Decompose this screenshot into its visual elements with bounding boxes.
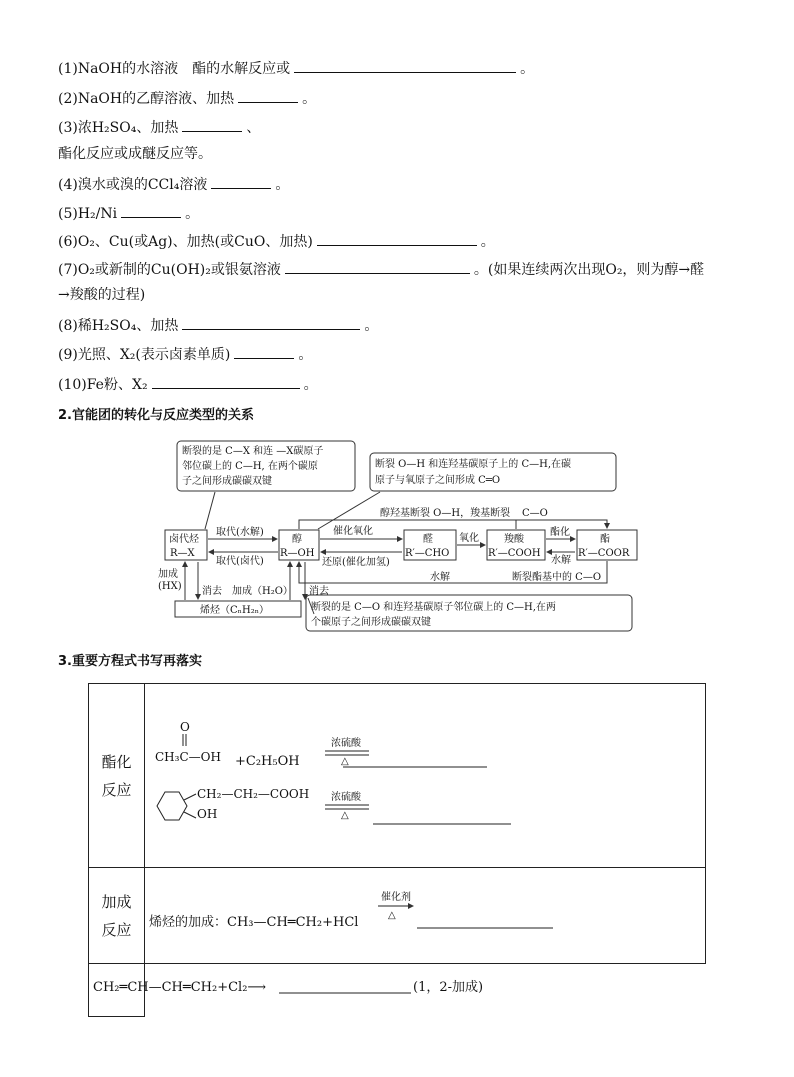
label: 消去 [202,586,222,597]
condition-line: (10)Fe粉、X₂ 。 [58,374,318,394]
condition-line: (4)溴水或溴的CCl₄溶液 。 [58,174,289,194]
phenol-oh: OH [197,807,218,821]
svg-text:催化剂: 催化剂 [381,892,411,903]
node-ester: 酯 [600,534,610,545]
esterification-cell [145,684,706,868]
condition-line: (7)O₂或新制的Cu(OH)₂或银氨溶液 。(如果连续两次出现O₂，则为醇→醛 [58,259,704,279]
functional-group-diagram [0,438,794,678]
note-bottom: 断裂的是 C—O 和连羟基碳原子邻位碳上的 C—H,在两 [311,602,556,613]
node-acid-formula: R′—COOH [488,548,541,559]
esterification-equations [145,684,705,867]
answer-blank[interactable] [285,259,470,274]
condition-line: (9)光照、X₂(表示卤素单质) 。 [58,344,312,364]
label: 加成 [158,569,178,580]
section-3-title: 3.重要方程式书写再落实 [58,654,202,669]
side-chain: CH₂—CH₂—COOH [197,787,310,801]
label: C—O [522,508,548,519]
carbonyl-o: O [180,720,190,734]
label: 水解 [551,555,571,566]
row-addition-label: 加成 反应 [89,868,145,964]
svg-text:浓硫酸: 浓硫酸 [331,792,361,803]
answer-blank[interactable] [234,344,294,359]
svg-text:△: △ [341,756,349,767]
svg-text:△: △ [341,810,349,821]
node-ester-formula: R′—COOR [578,548,630,559]
condition-line: (1)NaOH的水溶液 酯的水解反应或 。 [58,58,534,78]
node-haloalkane: 卤代烃 [169,534,199,545]
node-haloalkane-formula: R—X [170,548,195,559]
acetic-acid: CH₃C—OH [155,750,221,764]
condition-line: (6)O₂、Cu(或Ag)、加热(或CuO、加热) 。 [58,231,495,251]
ethanol-term: +C₂H₅OH [235,754,300,769]
diene-addition-eq: CH₂═CH—CH═CH₂+Cl₂⟶ [93,980,267,995]
answer-blank[interactable] [182,315,360,330]
node-alcohol-formula: R—OH [280,548,315,559]
label: 催化氧化 [333,526,373,537]
diene-addition-note: (1，2-加成) [413,980,484,995]
node-aldehyde: 醛 [423,534,433,545]
node-alkene: 烯烃（CₙH₂ₙ） [200,605,270,616]
addition-cell-2 [89,964,484,1017]
answer-blank[interactable] [121,203,181,218]
label: 水解 [430,572,450,583]
note-top-right: 原子与氧原子之间形成 C═O [375,475,501,486]
label: (HX) [158,581,182,592]
label: 醇羟基断裂 O—H，羧基断裂 [380,508,511,519]
label: 断裂酯基中的 C—O [512,572,602,583]
note-top-left: 邻位碳上的 C—H, 在两个碳原 [182,461,318,472]
label: 取代(卤代) [216,556,264,567]
condition-line: (5)H₂/Ni 。 [58,203,199,223]
label: 酯化 [550,527,570,538]
condition-line: 酯化反应或成醚反应等。 [58,146,212,162]
note-bottom: 个碳原子之间形成碳碳双键 [311,617,431,628]
label: 消去 [309,586,329,597]
condition-line: (2)NaOH的乙醇溶液、加热 。 [58,88,316,108]
label: 加成（H₂O） [232,586,293,597]
note-top-left: 子之间形成碳碳双键 [182,476,272,487]
label: 氧化 [459,533,479,544]
condition-line: →羧酸的过程) [58,287,146,303]
answer-blank[interactable] [317,231,477,246]
label: 取代(水解) [216,527,264,538]
node-acid: 羧酸 [504,534,524,545]
answer-blank[interactable] [211,174,271,189]
svg-text:浓硫酸: 浓硫酸 [331,738,361,749]
addition-cell-1 [145,868,706,964]
condition-line: (3)浓H₂SO₄、加热 、 [58,117,260,137]
equation-table [88,683,706,1017]
answer-blank[interactable] [294,58,516,73]
answer-blank[interactable] [182,117,242,132]
node-aldehyde-formula: R′—CHO [405,548,450,559]
note-top-left: 断裂的是 C—X 和连 —X碳原子 [182,446,324,457]
row-esterification-label: 酯化 反应 [89,684,145,868]
condition-line: (8)稀H₂SO₄、加热 。 [58,315,378,335]
node-alcohol: 醇 [292,534,302,545]
label: 还原(催化加氢) [322,557,390,568]
svg-text:△: △ [388,910,396,921]
note-top-right: 断裂 O—H 和连羟基碳原子上的 C—H,在碳 [375,459,572,470]
answer-blank[interactable] [238,88,298,103]
alkene-addition-eq: 烯烃的加成：CH₃—CH═CH₂+HCl [149,915,359,930]
answer-blank[interactable] [152,374,300,389]
section-2-title: 2.官能团的转化与反应类型的关系 [58,408,254,423]
